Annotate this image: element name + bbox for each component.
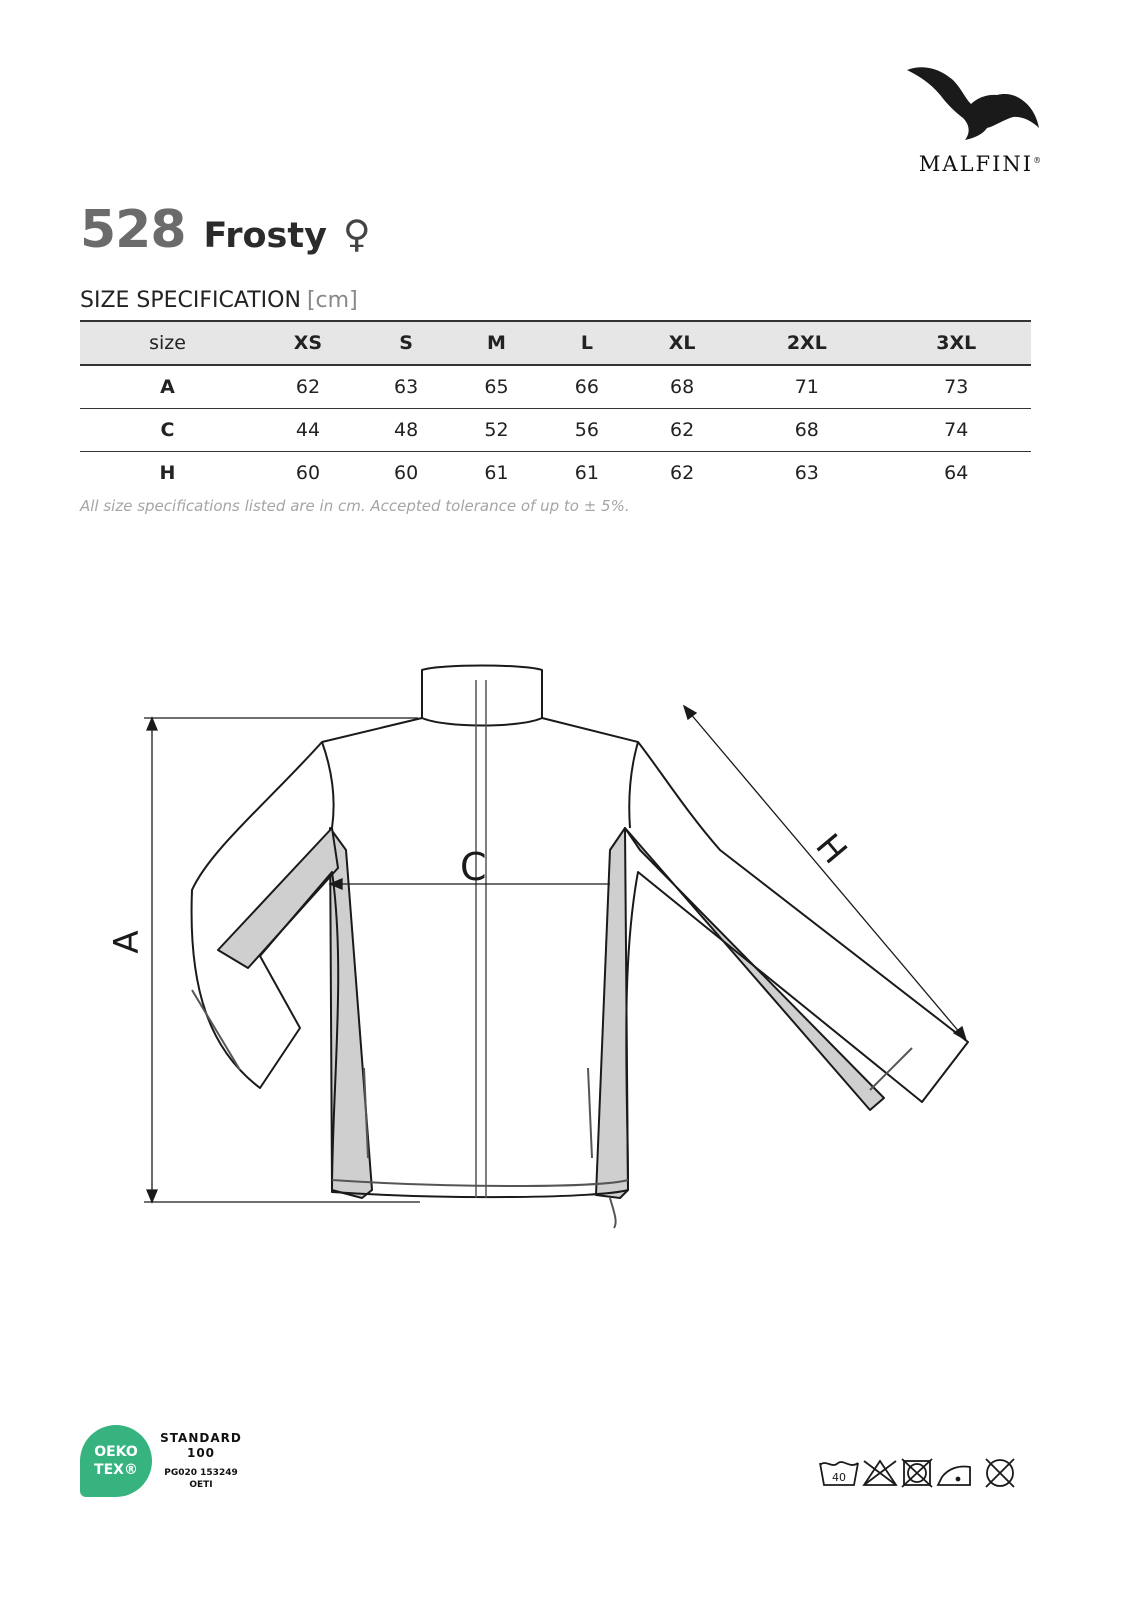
spec-title: SIZE SPECIFICATION [cm] [80, 288, 358, 313]
standard-label: STANDARD 100 [160, 1431, 242, 1460]
table-cell: 74 [944, 419, 969, 441]
table-cell: 61 [574, 462, 599, 484]
table-cell: 71 [794, 376, 819, 398]
jacket-diagram [100, 650, 1000, 1250]
header-cell: size [149, 332, 186, 354]
right-sleeve-seam [629, 742, 638, 828]
table-cell: 73 [944, 376, 969, 398]
table-cell: 65 [484, 376, 509, 398]
care-symbols [818, 1455, 1030, 1491]
wash-40-icon [820, 1462, 858, 1485]
table-cell: 62 [670, 462, 695, 484]
table-header [80, 321, 1031, 365]
hem [332, 1180, 628, 1186]
right-sleeve-panel [625, 828, 884, 1110]
table-cell: 44 [295, 419, 321, 441]
female-icon: ♀ [342, 212, 371, 256]
table-cell: 66 [574, 376, 599, 398]
brand-logo [895, 62, 1065, 192]
header-cell: XL [668, 332, 696, 354]
no-tumble-dry-icon [902, 1459, 932, 1487]
table-cell: 61 [484, 462, 509, 484]
table-cell: 62 [295, 376, 321, 398]
no-dry-clean-icon [986, 1459, 1014, 1487]
certificate-code: PG020 153249 OETI [164, 1468, 238, 1490]
eagle-icon [905, 62, 1055, 144]
left-cuff [192, 990, 240, 1070]
product-title [80, 200, 371, 260]
row-label: A [160, 376, 175, 398]
measure-a-arrow-bottom [147, 1190, 157, 1202]
drawcord [610, 1198, 616, 1228]
measure-a-arrow-top [147, 718, 157, 730]
label-a: A [107, 930, 147, 954]
header-cell: L [580, 332, 593, 354]
table-row [80, 452, 1031, 495]
label-h: H [807, 826, 855, 872]
table-cell: 56 [574, 419, 599, 441]
table-cell: 68 [670, 376, 695, 398]
tolerance-note: All size specifications listed are in cm. Accepted tolerance of up to ± 5%. [80, 497, 630, 515]
table-cell: 62 [670, 419, 695, 441]
collar [422, 718, 542, 726]
table-cell: 60 [394, 462, 419, 484]
header-cell: M [487, 332, 506, 354]
table-cell: 64 [944, 462, 969, 484]
measure-h-line [684, 706, 966, 1040]
iron-low-icon [938, 1466, 970, 1485]
label-c: C [460, 845, 487, 889]
no-bleach-icon [864, 1461, 896, 1485]
spec-unit: [cm] [306, 288, 358, 313]
size-table [80, 320, 1031, 494]
header-cell: 3XL [936, 332, 977, 354]
oeko-tex-badge: OEKO TEX® [80, 1425, 152, 1497]
table-row [80, 365, 1031, 409]
jacket-body [192, 666, 968, 1198]
row-label: C [160, 419, 175, 441]
table-cell: 48 [394, 419, 419, 441]
header-cell: S [399, 332, 413, 354]
row-label: H [159, 462, 176, 484]
header-cell: XS [293, 332, 323, 354]
right-cuff [870, 1048, 912, 1090]
brand-name: MALFINI® [918, 152, 1042, 176]
left-sleeve-seam [322, 742, 334, 828]
zipper [476, 680, 486, 1198]
table-row [80, 409, 1031, 452]
table-cell: 68 [794, 419, 819, 441]
table-cell: 52 [484, 419, 509, 441]
measure-h-arrow-bottom [954, 1027, 966, 1040]
svg-text:40: 40 [832, 1471, 846, 1484]
left-sleeve-panel [218, 828, 338, 968]
measure-h-arrow-top [684, 706, 696, 719]
product-code: 528 [80, 200, 186, 260]
table-cell: 63 [794, 462, 819, 484]
table-cell: 60 [295, 462, 321, 484]
product-name: Frosty [203, 216, 327, 256]
header-cell: 2XL [786, 332, 827, 354]
right-pocket [588, 1068, 592, 1158]
table-cell: 63 [394, 376, 419, 398]
